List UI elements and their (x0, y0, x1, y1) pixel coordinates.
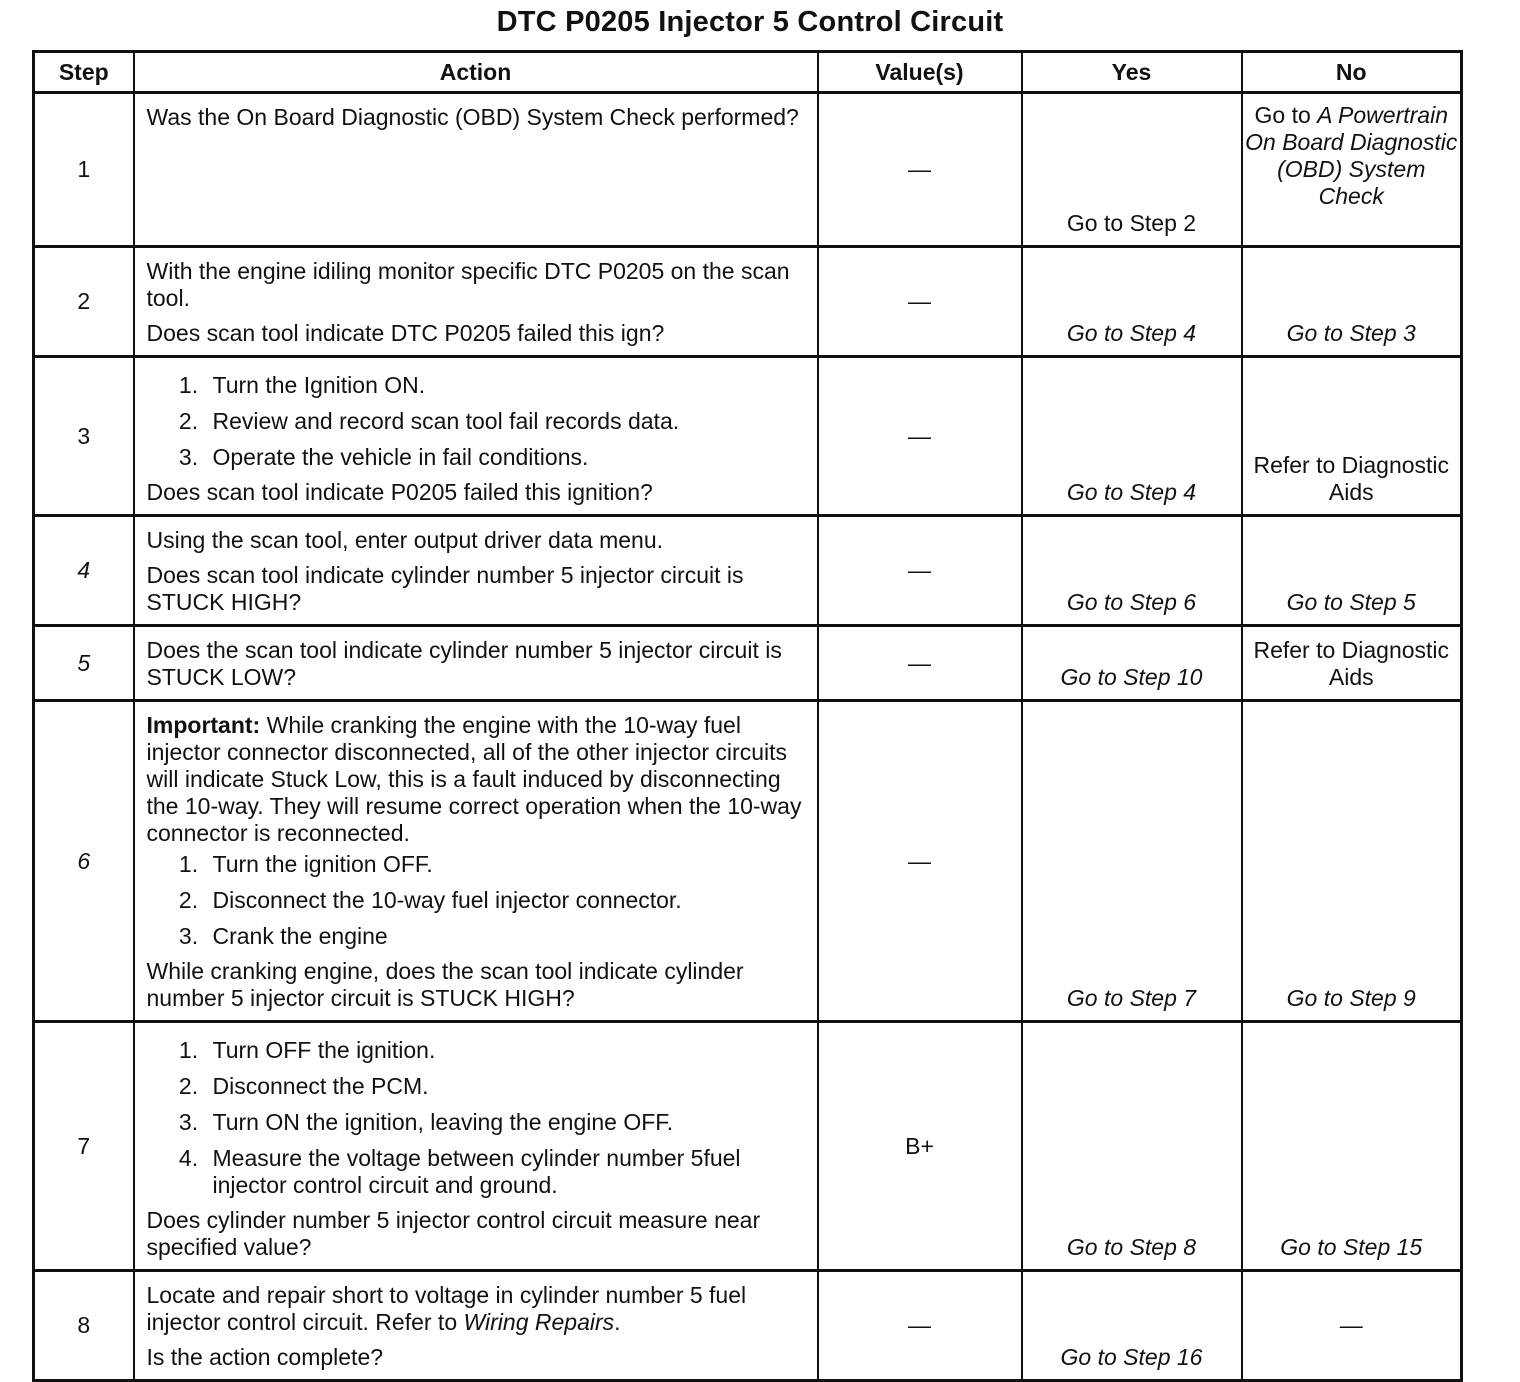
yes-cell: Go to Step 4 (1022, 247, 1242, 357)
header-values: Value(s) (818, 52, 1022, 93)
value-cell: B+ (818, 1022, 1022, 1271)
action-cell (134, 357, 818, 516)
header-yes: Yes (1022, 52, 1242, 93)
action-step-item: 1. Turn the ignition OFF. (205, 851, 805, 878)
value-cell: — (818, 247, 1022, 357)
action-cell (134, 516, 818, 626)
action-text-start: Locate and repair short to voltage in cylinder number 5 fuel injector control circuit. Refer to (146, 1282, 747, 1335)
value-cell: — (818, 701, 1022, 1022)
action-text: With the engine idiling monitor specific DTC P0205 on the scan tool. (146, 258, 790, 311)
no-cell (1242, 93, 1462, 247)
step-number: 8 (34, 1271, 134, 1381)
no-cell: Go to Step 9 (1242, 701, 1462, 1022)
step-number: 7 (34, 1022, 134, 1271)
table-row (34, 626, 1462, 701)
action-step-item: 2. Disconnect the 10-way fuel injector connector. (205, 887, 805, 914)
action-question: Does cylinder number 5 injector control circuit measure near specified value? (146, 1207, 761, 1260)
action-cell (134, 626, 818, 701)
no-cell: Go to Step 15 (1242, 1022, 1462, 1271)
diagnostic-table (32, 50, 1463, 1382)
no-cell: — (1242, 1271, 1462, 1381)
no-prefix: Go to (1254, 102, 1318, 128)
important-label: Important: (146, 712, 261, 738)
table-row (34, 701, 1462, 1022)
value-cell: — (818, 1271, 1022, 1381)
no-cell: Refer to Diagnostic Aids (1242, 357, 1462, 516)
value-cell: — (818, 516, 1022, 626)
no-cell: Go to Step 5 (1242, 516, 1462, 626)
action-cell (134, 701, 818, 1022)
step-number: 1 (34, 93, 134, 247)
action-step-item: 1. Turn OFF the ignition. (205, 1037, 805, 1064)
header-action: Action (134, 52, 818, 93)
yes-cell: Go to Step 7 (1022, 701, 1242, 1022)
value-cell: — (818, 626, 1022, 701)
table-row (34, 247, 1462, 357)
action-step-item: 3. Turn ON the ignition, leaving the engine OFF. (205, 1109, 805, 1136)
action-text-end: . (614, 1309, 621, 1335)
action-question: While cranking engine, does the scan tool indicate cylinder number 5 injector circuit is STUCK HIGH? (146, 958, 744, 1011)
yes-cell: Go to Step 4 (1022, 357, 1242, 516)
important-note (147, 712, 805, 847)
yes-cell: Go to Step 2 (1022, 93, 1242, 247)
header-step: Step (34, 52, 134, 93)
action-steps (147, 1037, 805, 1199)
action-text (147, 1282, 805, 1336)
page-title: DTC P0205 Injector 5 Control Circuit (496, 6, 1004, 38)
action-cell (134, 247, 818, 357)
action-step-item: 2. Review and record scan tool fail records data. (205, 408, 805, 435)
header-no: No (1242, 52, 1462, 93)
action-question: Does scan tool indicate cylinder number 5 injector circuit is STUCK HIGH? (146, 562, 744, 615)
action-step-item: 3. Operate the vehicle in fail conditions. (205, 444, 805, 471)
value-cell: — (818, 357, 1022, 516)
action-cell (134, 1271, 818, 1381)
action-text: Using the scan tool, enter output driver data menu. (146, 527, 664, 553)
action-cell (134, 1022, 818, 1271)
yes-cell: Go to Step 8 (1022, 1022, 1242, 1271)
action-step-item: 4. Measure the voltage between cylinder number 5fuel injector control circuit and ground. (205, 1145, 805, 1199)
yes-cell: Go to Step 16 (1022, 1271, 1242, 1381)
action-question: Does the scan tool indicate cylinder number 5 injector circuit is STUCK LOW? (146, 637, 782, 690)
table-row (34, 357, 1462, 516)
action-step-item: 3. Crank the engine (205, 923, 805, 950)
step-number: 4 (34, 516, 134, 626)
action-question: Is the action complete? (146, 1344, 384, 1370)
no-reference: A Powertrain On Board Diagnostic (OBD) System Check (1245, 102, 1458, 209)
table-row (34, 93, 1462, 247)
yes-cell: Go to Step 10 (1022, 626, 1242, 701)
action-question: Does scan tool indicate DTC P0205 failed this ign? (146, 320, 665, 346)
action-steps (147, 851, 805, 950)
action-question: Does scan tool indicate P0205 failed this ignition? (146, 479, 653, 505)
step-number: 6 (34, 701, 134, 1022)
action-step-item: 2. Disconnect the PCM. (205, 1073, 805, 1100)
table-row (34, 1271, 1462, 1381)
step-number: 2 (34, 247, 134, 357)
table-header-row (34, 52, 1462, 93)
table-row (34, 1022, 1462, 1271)
action-question: Was the On Board Diagnostic (OBD) System Check performed? (146, 104, 799, 130)
value-cell: — (818, 93, 1022, 247)
action-step-item: 1. Turn the Ignition ON. (205, 372, 805, 399)
step-number: 3 (34, 357, 134, 516)
wiring-repairs-reference: Wiring Repairs (463, 1309, 615, 1335)
table-row (34, 516, 1462, 626)
action-steps (147, 372, 805, 471)
yes-cell: Go to Step 6 (1022, 516, 1242, 626)
no-cell: Refer to Diagnostic Aids (1242, 626, 1462, 701)
important-text: While cranking the engine with the 10-way fuel injector connector disconnected, all of the other injector circuits will indicate Stuck Low, this is a fault induced by disconnecting the 10-way. They will resume correct operation when the 10-way connector is reconnected. (146, 712, 802, 846)
action-cell (134, 93, 818, 247)
no-cell: Go to Step 3 (1242, 247, 1462, 357)
step-number: 5 (34, 626, 134, 701)
